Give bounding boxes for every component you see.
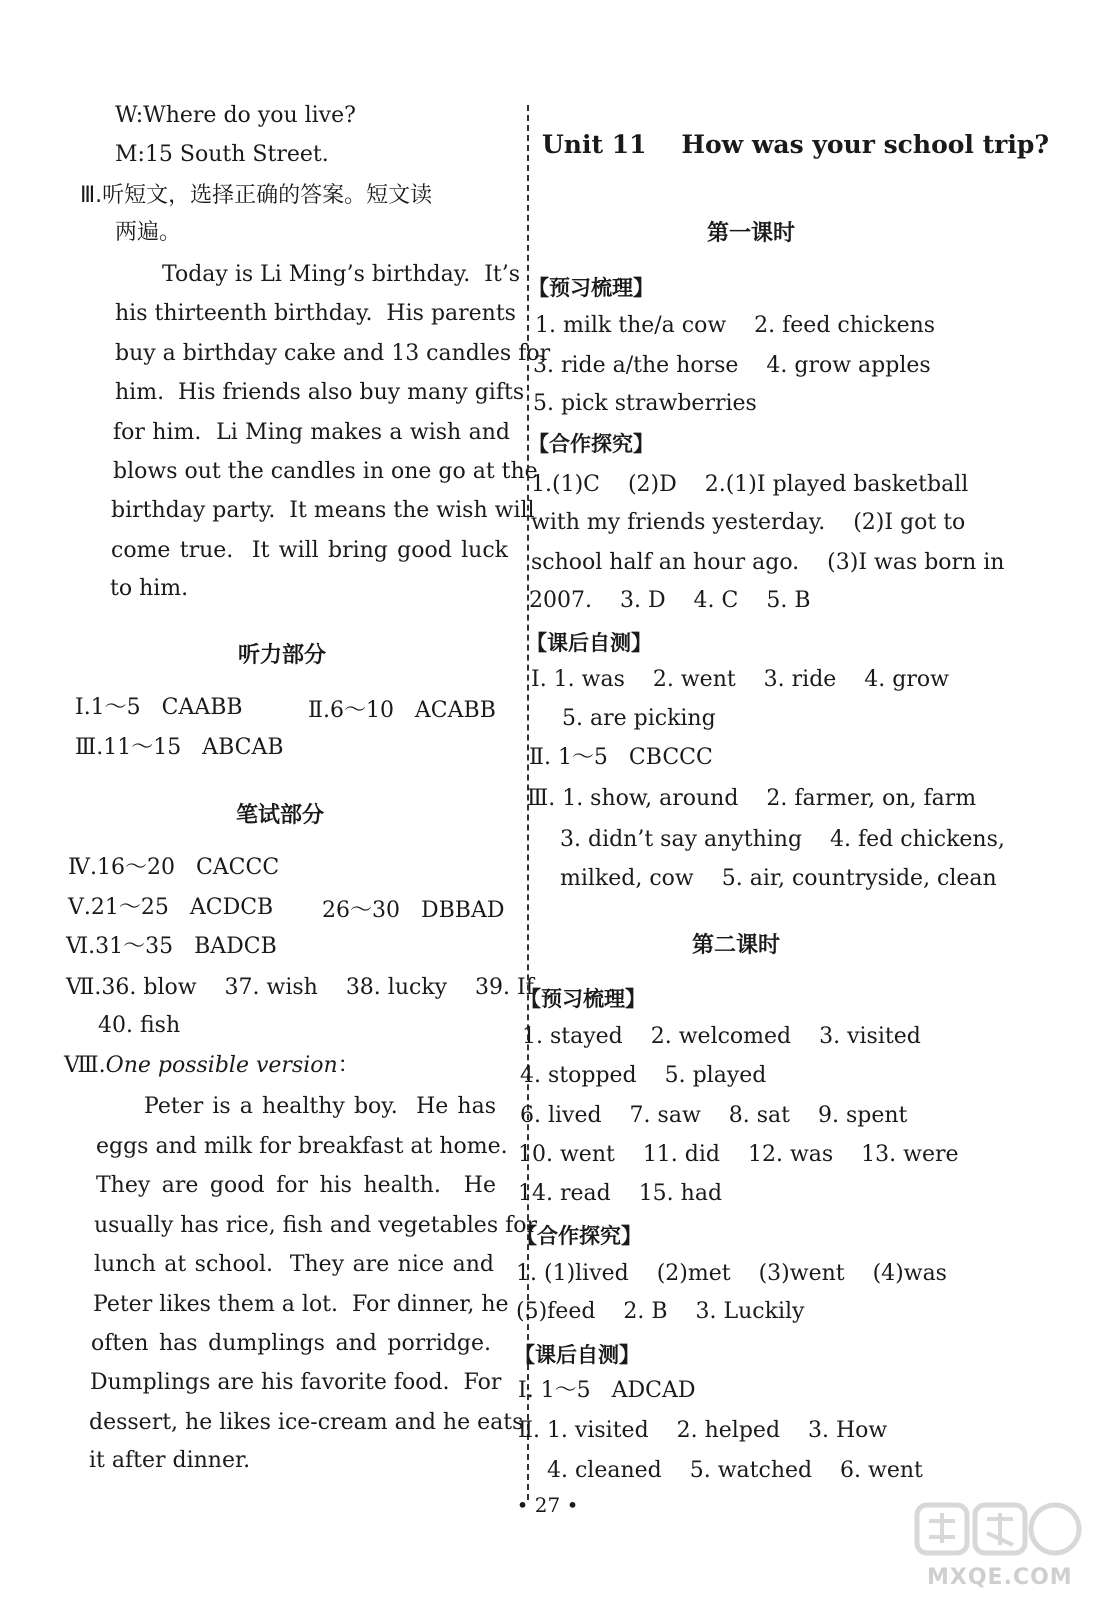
watermark-text: MXQE.COM	[927, 1565, 1073, 1590]
answer-line: Ⅰ. 1. was 2. went 3. ride 4. grow	[531, 667, 949, 692]
answer-line: 4. cleaned 5. watched 6. went	[547, 1458, 923, 1483]
answer-line: 5. are picking	[562, 706, 716, 731]
tag-test: 【课后自测】	[514, 1343, 640, 1367]
lesson2-heading: 第二课时	[692, 933, 781, 958]
version-italic: One possible version	[105, 1053, 338, 1078]
answer-line: 14. read 15. had	[518, 1181, 723, 1206]
unit-title: Unit 11 How was your school trip?	[542, 130, 1049, 159]
watermark-logo	[887, 1499, 1087, 1594]
passage-line: come true. It will bring good luck	[111, 538, 508, 563]
version-colon: ：	[337, 1053, 360, 1078]
answer-line: Ⅰ. 1～5 ADCAD	[518, 1378, 696, 1403]
section-title: 两遍。	[115, 220, 182, 245]
answer-line: 6. lived 7. saw 8. sat 9. spent	[520, 1103, 908, 1128]
answer-line: milked, cow 5. air, countryside, clean	[560, 866, 997, 891]
passage-line: to him.	[110, 576, 189, 601]
answer-line: 1. stayed 2. welcomed 3. visited	[522, 1024, 921, 1049]
dialog-line: M:15 South Street.	[115, 142, 329, 167]
essay-line: Dumplings are his favorite food. For	[90, 1370, 502, 1395]
tag-preview: 【预习梳理】	[528, 276, 654, 300]
answer-line: Ⅶ.36. blow 37. wish 38. lucky 39. If	[66, 975, 534, 1000]
passage-line: him. His friends also buy many gifts	[115, 380, 525, 405]
version-label: Ⅷ.	[64, 1053, 106, 1078]
answer-line: school half an hour ago. (3)I was born in	[531, 550, 1005, 575]
listening-heading: 听力部分	[238, 643, 327, 668]
answer-line: (5)feed 2. B 3. Luckily	[516, 1299, 805, 1324]
answer-line: 3. didn’t say anything 4. fed chickens,	[560, 827, 1005, 852]
tag-preview: 【预习梳理】	[520, 987, 646, 1011]
answer-line: Ⅱ. 1. visited 2. helped 3. How	[518, 1418, 888, 1443]
answer-line: 2007. 3. D 4. C 5. B	[529, 588, 811, 613]
answer-line: Ⅴ.21～25 ACDCB	[68, 895, 274, 920]
answer-line: 10. went 11. did 12. was 13. were	[518, 1142, 959, 1167]
essay-line: Peter likes them a lot. For dinner, he	[93, 1292, 509, 1317]
answer-line: Ⅱ. 1～5 CBCCC	[529, 745, 713, 770]
passage-line: Today is Li Ming’s birthday. It’s	[162, 262, 521, 287]
essay-line: it after dinner.	[89, 1448, 251, 1473]
answer-line: 1.(1)C (2)D 2.(1)I played basketball	[531, 472, 969, 497]
answer-line: Ⅲ. 1. show, around 2. farmer, on, farm	[527, 786, 977, 811]
tag-coop: 【合作探究】	[528, 432, 654, 456]
passage-line: blows out the candles in one go at the	[113, 459, 538, 484]
answer-line: 40. fish	[98, 1013, 181, 1038]
passage-line: his thirteenth birthday. His parents	[115, 301, 516, 326]
section-title: Ⅲ.听短文，选择正确的答案。短文读	[80, 183, 433, 208]
answer-line: 1. (1)lived (2)met (3)went (4)was	[516, 1261, 947, 1286]
essay-line: They are good for his health. He	[96, 1173, 496, 1198]
passage-line: buy a birthday cake and 13 candles for	[115, 341, 551, 366]
answer-line: Ⅰ.1～5 CAABB	[75, 695, 243, 720]
tag-test: 【课后自测】	[526, 631, 652, 655]
answer-line: Ⅲ.11～15 ABCAB	[75, 735, 284, 760]
tag-coop: 【合作探究】	[516, 1224, 642, 1248]
answer-line: 4. stopped 5. played	[520, 1063, 767, 1088]
essay-line: usually has rice, fish and vegetables for	[94, 1213, 538, 1238]
passage-line: birthday party. It means the wish will	[111, 498, 535, 523]
answer-line: 26～30 DBBAD	[322, 898, 505, 923]
passage-line: for him. Li Ming makes a wish and	[113, 420, 510, 445]
answer-line: 5. pick strawberries	[533, 391, 757, 416]
answer-line: 3. ride a/the horse 4. grow apples	[533, 353, 931, 378]
page-number: • 27 •	[516, 1493, 579, 1517]
dialog-line: W:Where do you live?	[115, 103, 356, 128]
essay-line: eggs and milk for breakfast at home.	[96, 1134, 508, 1159]
essay-line: dessert, he likes ice-cream and he eats	[89, 1410, 524, 1435]
answer-line: Ⅵ.31～35 BADCB	[66, 934, 277, 959]
essay-line: Peter is a healthy boy. He has	[144, 1094, 496, 1119]
writing-heading: 笔试部分	[236, 803, 325, 828]
lesson1-heading: 第一课时	[707, 221, 796, 246]
essay-line: lunch at school. They are nice and	[94, 1252, 494, 1277]
answer-line: with my friends yesterday. (2)I got to	[531, 510, 966, 535]
answer-line: Ⅳ.16～20 CACCC	[68, 855, 280, 880]
essay-line: often has dumplings and porridge.	[91, 1331, 491, 1356]
version-label-line	[64, 1055, 360, 1077]
answer-line: 1. milk the/a cow 2. feed chickens	[535, 313, 936, 338]
answer-line: Ⅱ.6～10 ACABB	[308, 698, 496, 723]
